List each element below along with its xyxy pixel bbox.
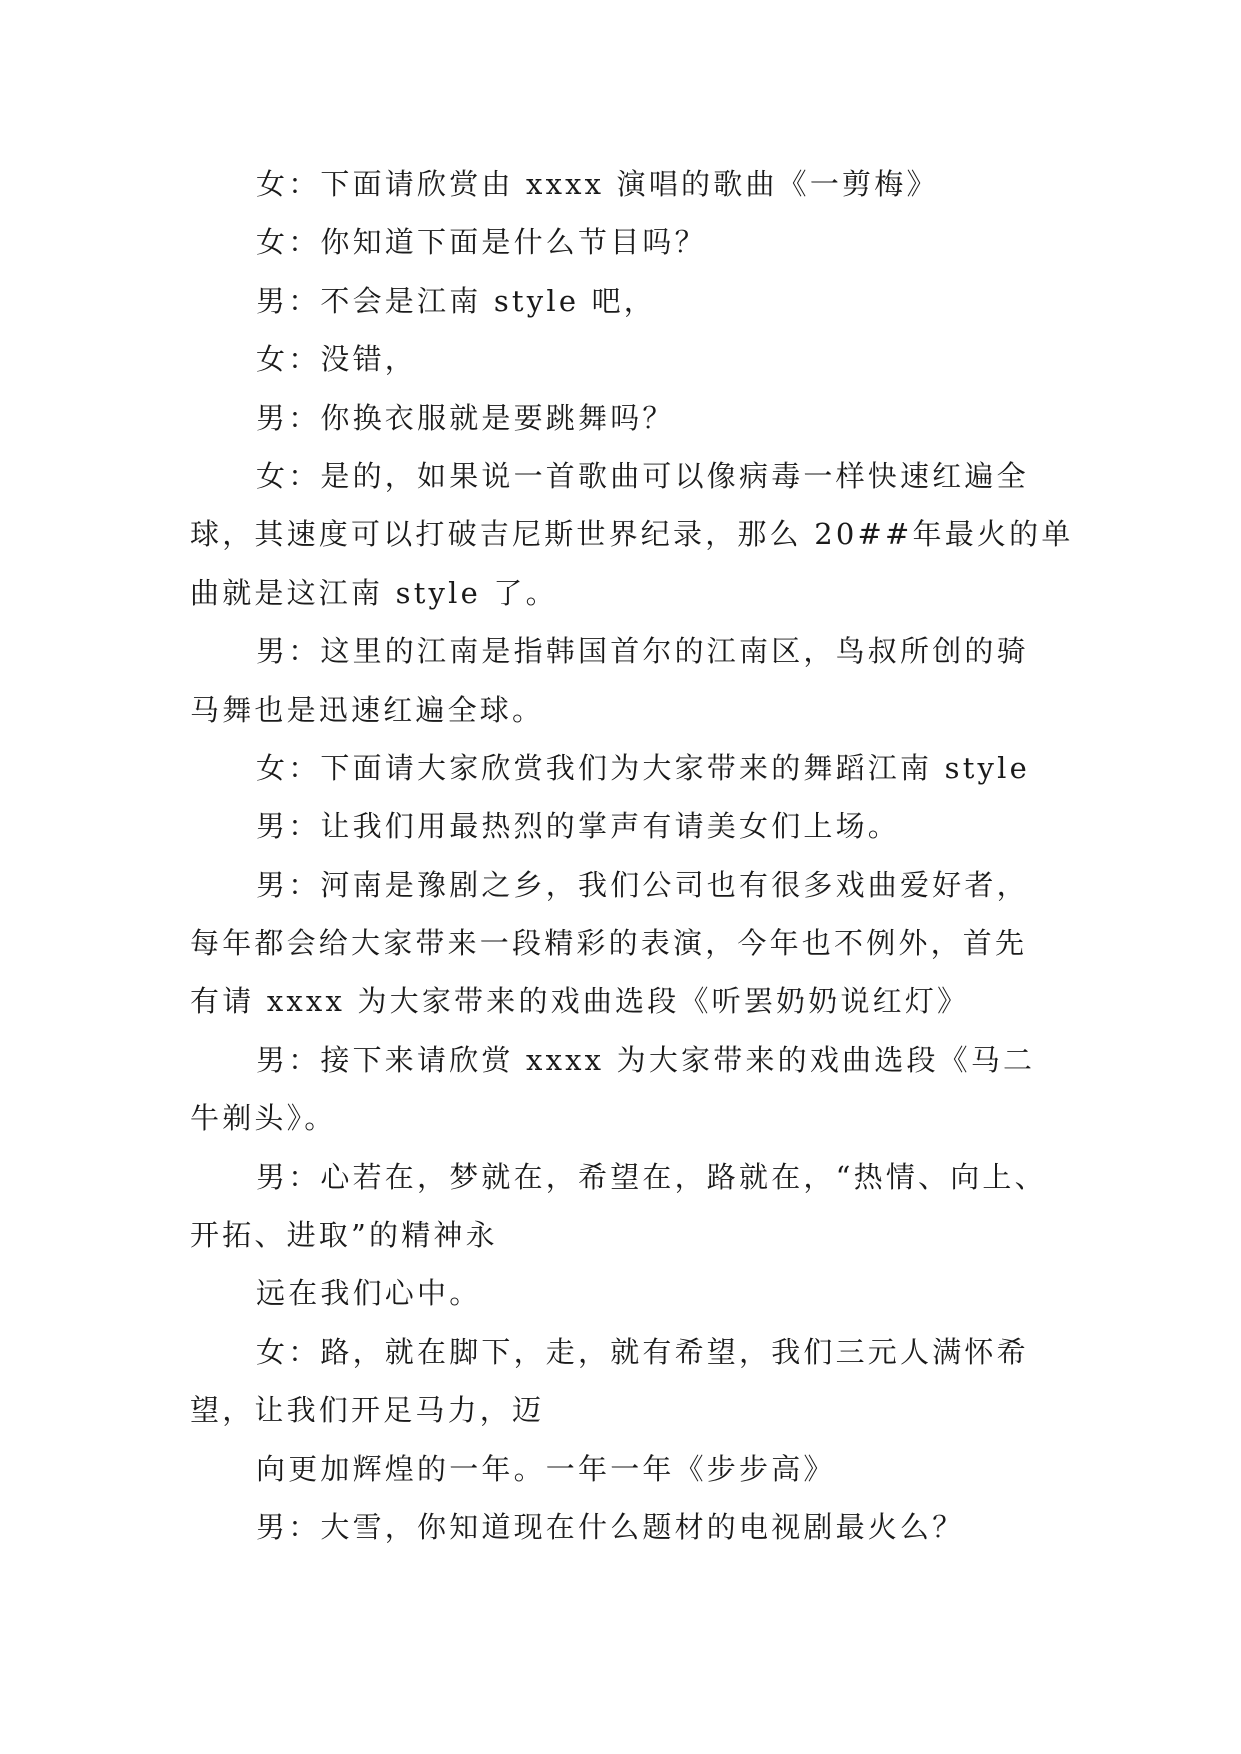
text-line: 男：你换衣服就是要跳舞吗？ [256, 400, 675, 435]
text-line: 每年都会给大家带来一段精彩的表演，今年也不例外，首先 [190, 926, 1028, 961]
dialogue-paragraph [190, 1031, 1070, 1148]
text-line: 男：大雪，你知道现在什么题材的电视剧最火么？ [256, 1509, 965, 1544]
text-line: 女：路，就在脚下，走，就有希望，我们三元人满怀希 [256, 1334, 1029, 1369]
dialogue-paragraph [190, 155, 1070, 213]
dialogue-paragraph [190, 622, 1070, 739]
dialogue-paragraph [190, 272, 1070, 330]
text-line: 球，其速度可以打破吉尼斯世界纪录，那么 20##年最火的单 [190, 517, 1074, 552]
dialogue-paragraph [190, 389, 1070, 447]
text-line: 男：让我们用最热烈的掌声有请美女们上场。 [256, 809, 901, 844]
text-line: 向更加辉煌的一年。一年一年《步步高》 [256, 1451, 836, 1486]
dialogue-paragraph [190, 330, 1070, 388]
text-line: 望，让我们开足马力，迈 [190, 1393, 545, 1428]
document-body [190, 155, 1074, 1556]
text-line: 远在我们心中。 [256, 1276, 482, 1311]
text-line: 女：是的，如果说一首歌曲可以像病毒一样快速红遍全 [256, 458, 1029, 493]
text-line: 男：河南是豫剧之乡，我们公司也有很多戏曲爱好者， [256, 867, 1029, 902]
text-line: 牛剃头》。 [190, 1101, 337, 1136]
text-line: 女：你知道下面是什么节目吗？ [256, 225, 707, 260]
text-line: 男：不会是江南 style 吧， [256, 283, 656, 318]
dialogue-paragraph [190, 1440, 1070, 1498]
text-line: 女：下面请欣赏由 xxxx 演唱的歌曲《一剪梅》 [256, 167, 939, 201]
text-line: 有请 xxxx 为大家带来的戏曲选段《听罢奶奶说红灯》 [190, 984, 970, 1019]
text-line: 男：接下来请欣赏 xxxx 为大家带来的戏曲选段《马二 [256, 1042, 1036, 1077]
text-line: 女：没错， [256, 342, 418, 377]
dialogue-paragraph [190, 1498, 1070, 1556]
dialogue-paragraph [190, 1323, 1070, 1440]
text-line: 男：心若在，梦就在，希望在，路就在，“热情、向上、 [256, 1159, 1047, 1194]
text-line: 曲就是这江南 style 了。 [190, 575, 558, 610]
dialogue-paragraph [190, 739, 1070, 797]
text-line: 马舞也是迅速红遍全球。 [190, 692, 545, 727]
text-line: 开拓、进取”的精神永 [190, 1218, 498, 1253]
text-line: 女：下面请大家欣赏我们为大家带来的舞蹈江南 style [256, 750, 1030, 785]
dialogue-paragraph [190, 1264, 1070, 1322]
dialogue-paragraph [190, 447, 1074, 622]
dialogue-paragraph [190, 213, 1070, 271]
dialogue-paragraph [190, 1148, 1070, 1265]
dialogue-paragraph [190, 797, 1070, 855]
dialogue-paragraph [190, 856, 1070, 1031]
text-line: 男：这里的江南是指韩国首尔的江南区，鸟叔所创的骑 [256, 634, 1029, 669]
